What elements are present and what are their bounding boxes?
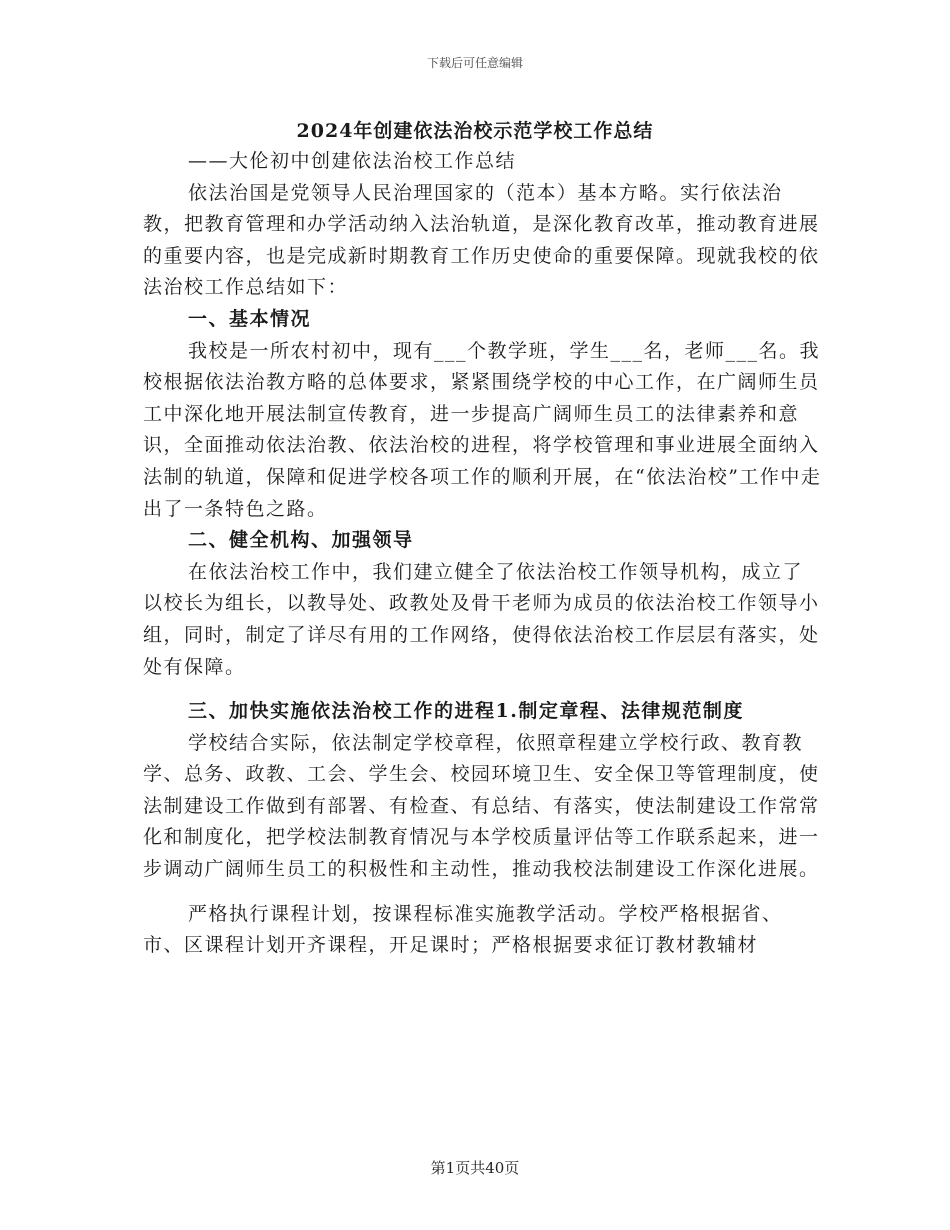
header-note: 下载后可任意编辑 bbox=[426, 56, 523, 70]
document-subtitle: ——大伦初中创建依法治校工作总结 bbox=[188, 150, 517, 172]
section-paragraph-3: 学校结合实际，依法制定学校章程，依照章程建立学校行政、教育教学、总务、政教、工会、学生会、校园环境卫生、安全保卫等管理制度，使法制建设工作做到有部署、有检查、有总结、有落实，使法制建设工作常常化和制度化，把学校法制教育情况与本学校质量评估等工作联系起来，进一步调动广阔师生员工的积极性和主动性，推动我校法制建设工作深化进展。 bbox=[143, 731, 820, 881]
section-paragraph-2: 在依法治校工作中，我们建立健全了依法治校工作领导机构，成立了以校长为组长，以教导处、政教处及骨干老师为成员的依法治校工作领导小组，同时，制定了详尽有用的工作网络，使得依法治校工作层层有落实，处处有保障。 bbox=[143, 560, 820, 678]
section-heading-3: 三、加快实施依法治校工作的进程1.制定章程、法律规范制度 bbox=[188, 700, 744, 723]
intro-paragraph: 依法治国是党领导人民治理国家的（范本）基本方略。实行依法治教，把教育管理和办学活动纳入法治轨道，是深化教育改革，推动教育进展的重要内容，也是完成新时期教育工作历史使命的重要保障。现就我校的依法治校工作总结如下： bbox=[143, 181, 820, 299]
page-footer: 第1页共40页 bbox=[430, 1159, 520, 1177]
section-paragraph-1: 我校是一所农村初中，现有___个教学班，学生___名，老师___名。我校根据依法治教方略的总体要求，紧紧围绕学校的中心工作，在广阔师生员工中深化地开展法制宣传教育，进一步提高广阔师生员工的法律素养和意识，全面推动依法治教、依法治校的进程，将学校管理和事业进展全面纳入法制的轨道，保障和促进学校各项工作的顺利开展，在“依法治校”工作中走出了一条特色之路。 bbox=[143, 339, 822, 520]
document-title: 2024年创建依法治校示范学校工作总结 bbox=[296, 120, 654, 142]
section-heading-2: 二、健全机构、加强领导 bbox=[188, 529, 414, 552]
section-paragraph-3b: 严格执行课程计划，按课程标准实施教学活动。学校严格根据省、市、区课程计划开齐课程，开足课时；严格根据要求征订教材教辅材 bbox=[143, 902, 783, 957]
document-body bbox=[143, 146, 823, 962]
section-heading-1: 一、基本情况 bbox=[188, 307, 312, 330]
